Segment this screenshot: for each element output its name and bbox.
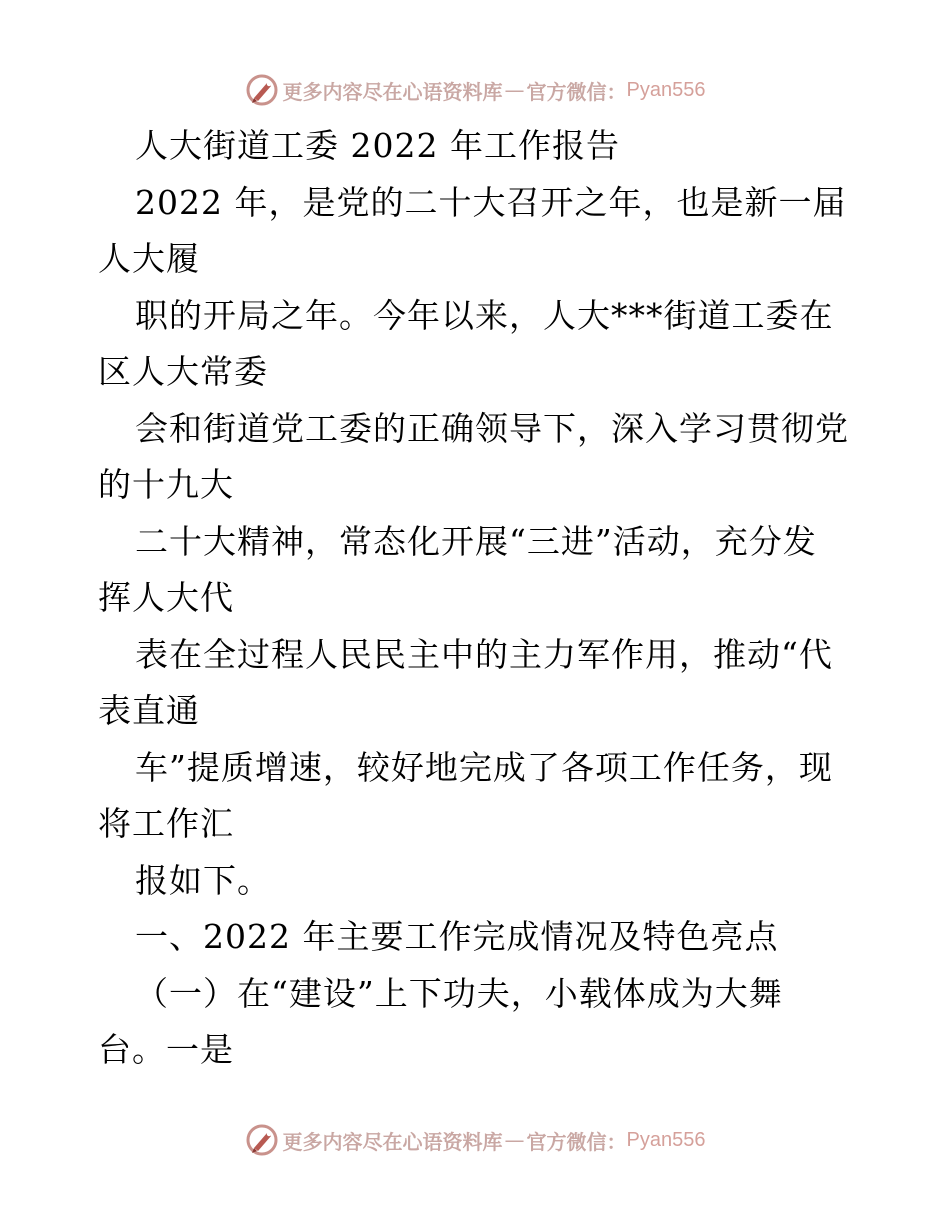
doc-line: 表在全过程人民民主中的主力军作用，推动“代 <box>135 634 833 674</box>
doc-line: 报如下。 <box>135 860 271 900</box>
document-body <box>98 118 858 1079</box>
watermark-brand: 更多内容尽在心语资料库 <box>282 1129 503 1154</box>
doc-line: 2022 年，是党的二十大召开之年，也是新一届 <box>135 182 847 222</box>
section-heading: 一、2022 年主要工作完成情况及特色亮点 <box>135 917 779 956</box>
doc-line: 台。一是 <box>98 1030 234 1069</box>
watermark-dash: — <box>504 78 525 102</box>
doc-line: 挥人大代 <box>98 578 234 617</box>
subsection-heading: （一）在“建设”上下功夫，小载体成为大舞 <box>135 973 783 1013</box>
doc-line: 人大履 <box>98 239 200 278</box>
doc-line: 区人大常委 <box>98 352 268 391</box>
watermark-label: 官方微信： <box>526 79 627 104</box>
watermark-label: 官方微信： <box>526 1129 627 1154</box>
doc-line: 表直通 <box>98 691 200 730</box>
doc-line: 的十九大 <box>98 465 234 504</box>
pen-seal-logo-icon <box>245 73 279 107</box>
watermark-account: Pyan556 <box>626 78 706 101</box>
doc-line: 车”提质增速，较好地完成了各项工作任务，现 <box>135 747 833 787</box>
watermark-dash: — <box>504 1128 525 1152</box>
pen-seal-logo-icon <box>245 1123 279 1157</box>
doc-line: 二十大精神，常态化开展“三进”活动，充分发 <box>135 521 817 561</box>
doc-title: 人大街道工委 2022 年工作报告 <box>135 126 620 165</box>
watermark-brand: 更多内容尽在心语资料库 <box>282 79 503 104</box>
doc-line: 职的开局之年。今年以来，人大***街道工委在 <box>135 295 834 335</box>
watermark-account: Pyan556 <box>626 1128 706 1151</box>
header-watermark <box>0 70 950 110</box>
footer-watermark <box>0 1120 950 1160</box>
doc-line: 会和街道党工委的正确领导下，深入学习贯彻党 <box>135 408 849 448</box>
doc-line: 将工作汇 <box>98 804 234 843</box>
